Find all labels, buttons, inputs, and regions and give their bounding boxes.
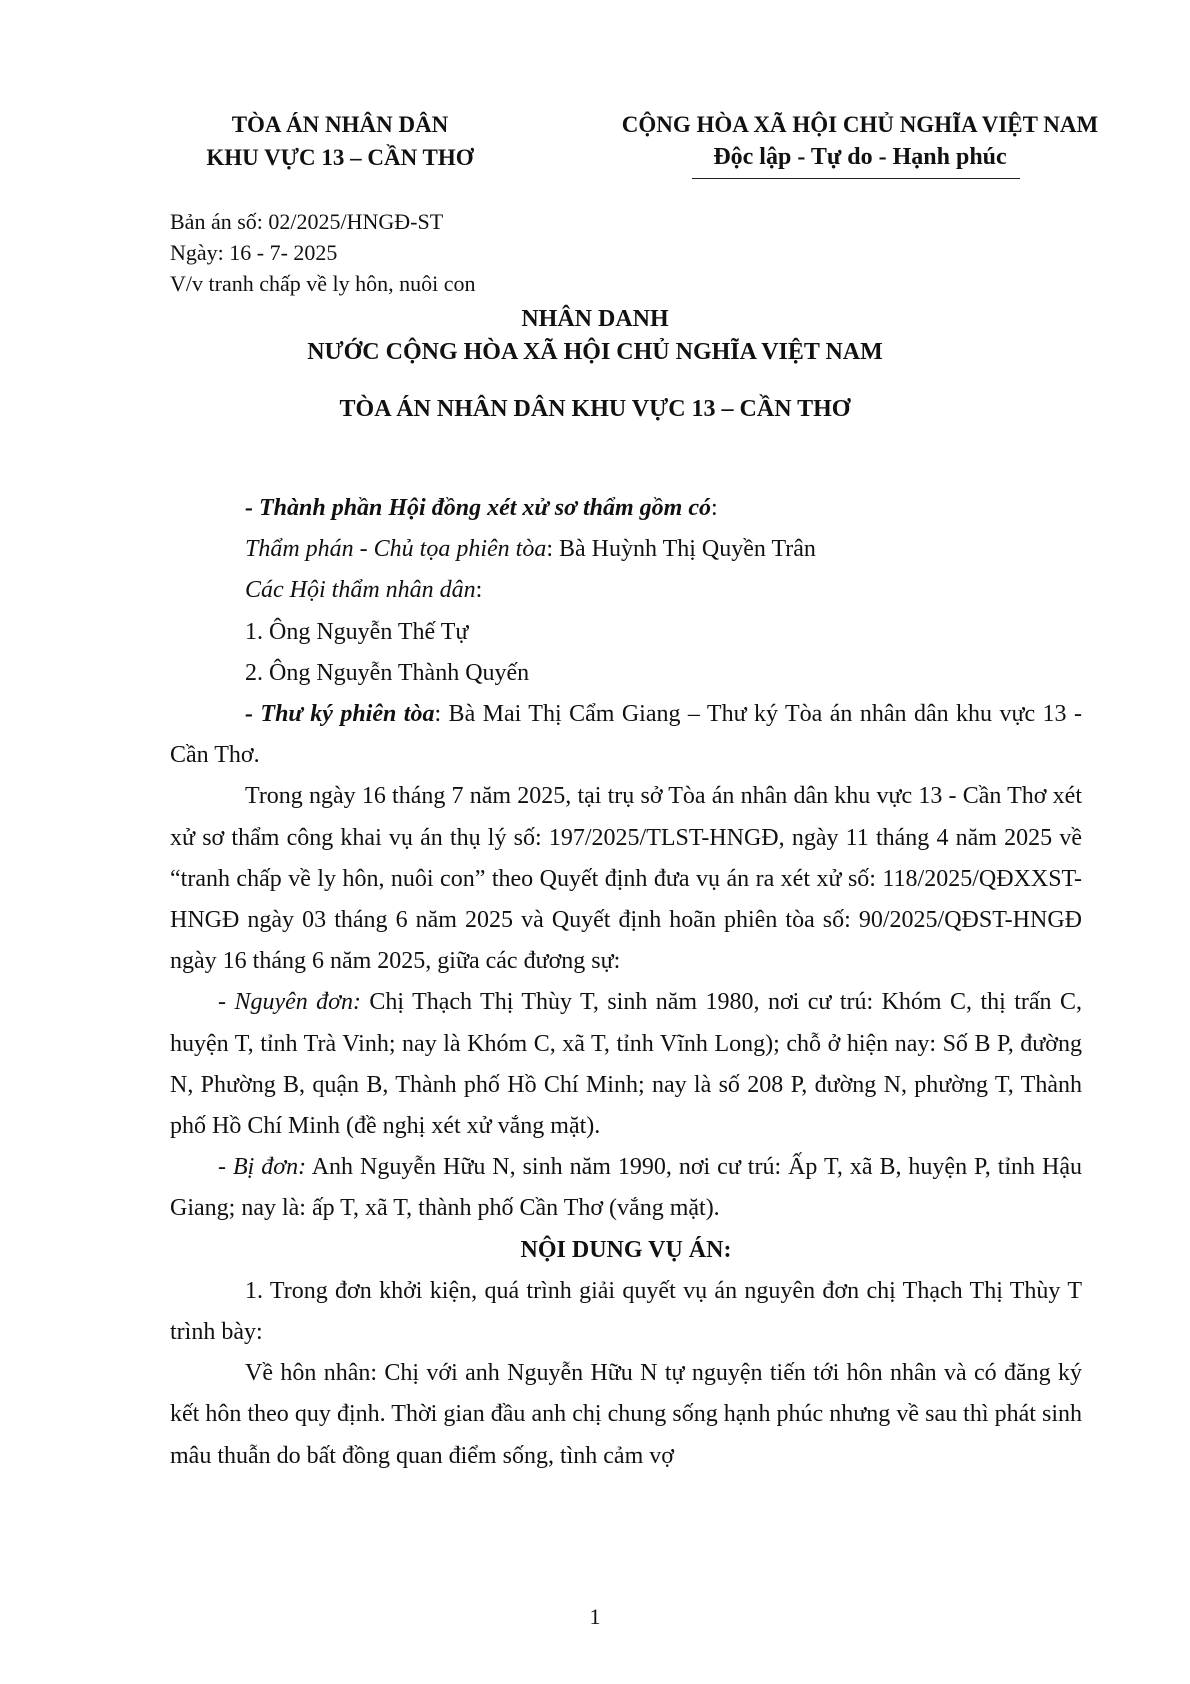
motto-underline — [692, 178, 1020, 179]
case-date: Ngày: 16 - 7- 2025 — [170, 240, 338, 265]
court-name-line2: KHU VỰC 13 – CẦN THƠ — [206, 145, 474, 170]
plaintiff-paragraph: - Nguyên đơn: Chị Thạch Thị Thùy T, sinh năm 1980, nơi cư trú: Khóm C, thị trấn C, huyện T, tỉnh Trà Vinh; nay là Khóm C, xã T, tỉnh Vĩnh Long); chỗ ở hiện nay: Số B P, đường N, Phường B, quận B, Thành phố Hồ Chí Minh; nay là số 208 P, đường N, phường T, Thành phố Hồ Chí Minh (đề nghị xét xử vắng mặt). — [170, 989, 1082, 1140]
judge-line: Thẩm phán - Chủ tọa phiên tòa: Bà Huỳnh Thị Quyền Trân — [245, 536, 816, 563]
page-number: 1 — [589, 1604, 601, 1629]
case-content-heading: NỘI DUNG VỤ ÁN: — [520, 1236, 732, 1263]
document-body — [170, 488, 1082, 1477]
defendant-paragraph: - Bị đơn: Anh Nguyễn Hữu N, sinh năm 1990, nơi cư trú: Ấp T, xã B, huyện P, tỉnh Hậu Giang; nay là: ấp T, xã T, thành phố Cần Thơ (vắng mặt). — [170, 1154, 1082, 1222]
assessor-1: 1. Ông Nguyễn Thế Tự — [245, 618, 469, 645]
nation-header — [560, 108, 1160, 174]
case-meta — [170, 206, 630, 299]
court-full-title: TÒA ÁN NHÂN DÂN KHU VỰC 13 – CẦN THƠ — [339, 396, 851, 422]
content-paragraph-2: Về hôn nhân: Chị với anh Nguyễn Hữu N tự nguyện tiến tới hôn nhân và có đăng ký kết hôn theo quy định. Thời gian đầu anh chị chung sống hạnh phúc nhưng về sau thì phát sinh mâu thuẫn do bất đồng quan điểm sống, tình cảm vợ — [170, 1360, 1082, 1469]
case-subject: V/v tranh chấp về ly hôn, nuôi con — [170, 271, 476, 296]
content-paragraph-1: 1. Trong đơn khởi kiện, quá trình giải quyết vụ án nguyên đơn chị Thạch Thị Thùy T trình bày: — [170, 1277, 1082, 1346]
court-header — [150, 108, 530, 174]
hearing-paragraph: Trong ngày 16 tháng 7 năm 2025, tại trụ sở Tòa án nhân dân khu vực 13 - Cần Thơ xét xử sơ thẩm công khai vụ án thụ lý số: 197/2025/TLST-HNGĐ, ngày 11 tháng 4 năm 2025 về “tranh chấp về ly hôn, nuôi con” theo Quyết định đưa vụ án ra xét xử số: 118/2025/QĐXXST-HNGĐ ngày 03 tháng 6 năm 2025 và Quyết định hoãn phiên tòa số: 90/2025/QĐST-HNGĐ ngày 16 tháng 6 năm 2025, giữa các đương sự: — [170, 783, 1082, 975]
case-number: Bản án số: 02/2025/HNGĐ-ST — [170, 209, 444, 234]
panel-heading: - Thành phần Hội đồng xét xử sơ thẩm gồm có: — [245, 495, 718, 521]
in-name-nation-line: NƯỚC CỘNG HÒA XÃ HỘI CHỦ NGHĨA VIỆT NAM — [307, 339, 883, 365]
court-name-line1: TÒA ÁN NHÂN DÂN — [231, 112, 449, 137]
assessor-2: 2. Ông Nguyễn Thành Quyến — [245, 659, 530, 686]
clerk-paragraph: - Thư ký phiên tòa: Bà Mai Thị Cẩm Giang – Thư ký Tòa án nhân dân khu vực 13 - Cần Thơ. — [170, 701, 1082, 769]
assessors-heading: Các Hội thẩm nhân dân: — [245, 577, 483, 604]
in-name-line: NHÂN DANH — [521, 306, 669, 332]
national-motto: Độc lập - Tự do - Hạnh phúc — [713, 144, 1007, 170]
nation-name: CỘNG HÒA XÃ HỘI CHỦ NGHĨA VIỆT NAM — [621, 112, 1099, 137]
in-name-title — [150, 303, 1040, 369]
